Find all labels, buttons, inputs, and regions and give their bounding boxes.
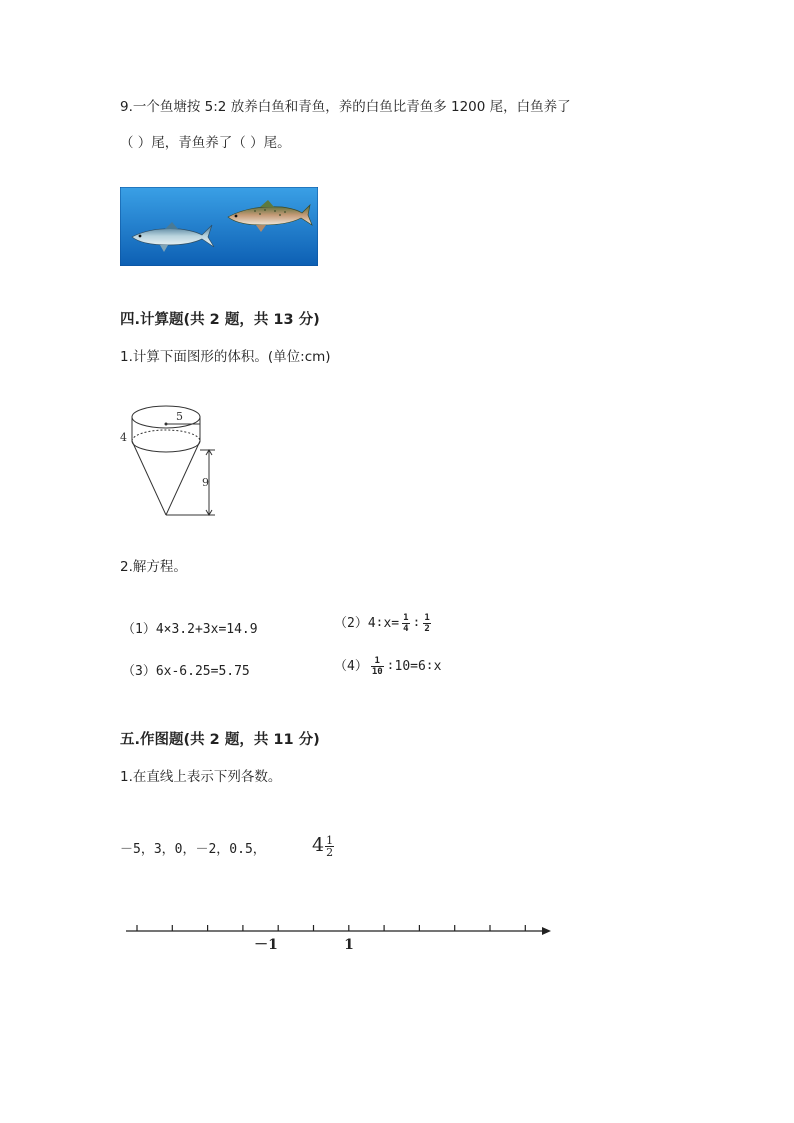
number-line-arrow [542,927,551,935]
fish-pond-image [120,187,318,266]
section5-q1-text: 1.在直线上表示下列各数。 [120,769,282,785]
equation-2-prefix: （2）4∶x= [334,616,400,631]
mixed-number-whole: 4 [312,834,325,856]
section4-q2-text: 2.解方程。 [120,559,187,575]
axis-label-neg1: －1 [254,937,278,953]
fraction-b-denominator: 2 [424,624,430,634]
equation-2-separator: ∶ [412,616,421,631]
equation-4 [334,655,441,677]
q9-line1: 9.一个鱼塘按 5:2 放养白鱼和青鱼，养的白鱼比青鱼多 1200 尾，白鱼养了 [120,99,571,115]
equation-4-prefix: （4） [334,659,368,674]
equation-2-fraction-a [402,613,409,634]
axis-label-pos1: 1 [344,937,354,953]
water-background [120,187,318,266]
q9-line2: （ ）尾，青鱼养了（ ）尾。 [120,135,291,151]
mixed-denominator: 2 [326,845,334,859]
mixed-number-fraction [325,835,334,858]
cylinder-height-label: 4 [120,431,127,444]
equation-2 [334,612,434,634]
mixed-numerator: 1 [326,833,334,847]
equation-4-suffix: ∶10=6∶x [386,659,442,674]
radius-label: 5 [176,410,183,423]
section4-heading: 四.计算题(共 2 题，共 13 分) [120,312,320,328]
section4-q1-text: 1.计算下面图形的体积。(单位:cm) [120,349,331,365]
fraction-a-denominator: 4 [403,624,409,634]
number-line[interactable] [120,918,560,958]
cylinder-cone-figure [116,398,226,520]
mixed-number [312,834,337,858]
equation-3: （3）6x-6.25=5.75 [122,664,250,679]
equation-2-fraction-b [423,613,430,634]
equation-4-fraction [371,656,384,677]
cone-height-label: 9 [202,476,209,489]
fraction-numerator: 1 [371,656,384,667]
section5-heading: 五.作图题(共 2 题，共 11 分) [120,732,320,748]
fraction-a-numerator: 1 [403,613,409,623]
fraction-b-numerator: 1 [424,613,430,623]
numbers-list: －5，3，0，－2，0.5， [120,842,266,857]
equation-1: （1）4×3.2+3x=14.9 [122,622,258,637]
fraction-denominator: 10 [371,667,383,677]
number-line-ticks [137,925,525,931]
